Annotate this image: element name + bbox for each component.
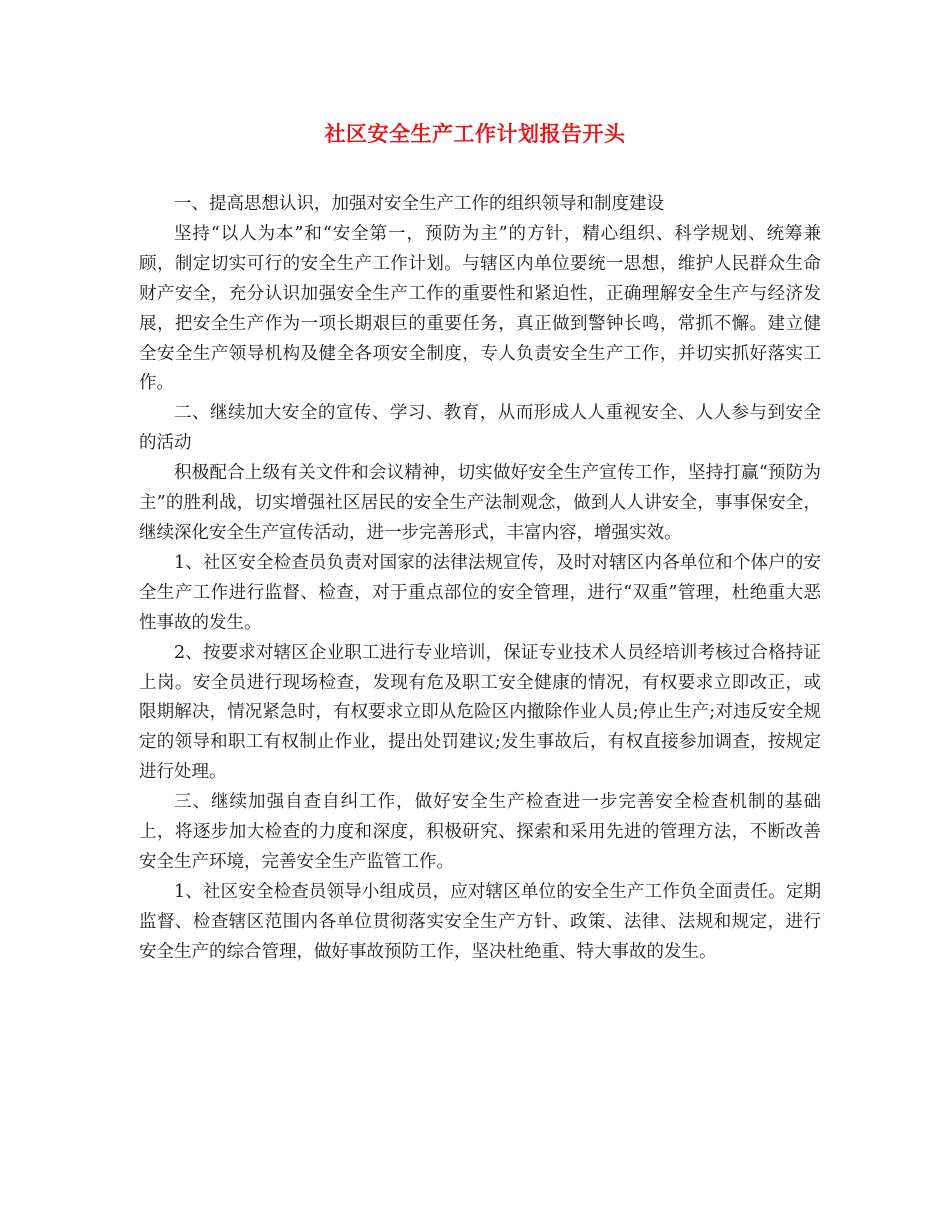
paragraph-section-3-heading: 三、继续加强自查自纠工作，做好安全生产检查进一步完善安全检查机制的基础上，将逐步加大检查的力度和深度，积极研究、探索和采用先进的管理方法，不断改善安全生产环境，完善安全生产监管工作。 bbox=[139, 792, 821, 872]
document-title: 社区安全生产工作计划报告开头 bbox=[324, 121, 626, 146]
paragraph-section-1-heading: 一、提高思想认识，加强对安全生产工作的组织领导和制度建设 bbox=[174, 194, 664, 214]
paragraph: 坚持“以人为本”和“安全第一，预防为主”的方针，精心组织、科学规划、统筹兼顾，制定切实可行的安全生产工作计划。与辖区内单位要统一思想，维护人民群众生命财产安全，充分认识加强安全生产工作的重要性和紧迫性，正确理解安全生产与经济发展，把安全生产作为一项长期艰巨的重要任务，真正做到警钟长鸣，常抓不懈。建立健全安全生产领导机构及健全各项安全制度，专人负责安全生产工作，并切实抓好落实工作。 bbox=[139, 223, 821, 394]
paragraph: 1、社区安全检查员负责对国家的法律法规宣传，及时对辖区内各单位和个体户的安全生产工作进行监督、检查，对于重点部位的安全管理，进行“双重”管理，杜绝重大恶性事故的发生。 bbox=[139, 552, 821, 633]
document-body bbox=[139, 190, 821, 968]
paragraph: 2、按要求对辖区企业职工进行专业培训，保证专业技术人员经培训考核过合格持证上岗。安全员进行现场检查，发现有危及职工安全健康的情况，有权要求立即改正，或限期解决，情况紧急时，有权要求立即从危险区内撤除作业人员;停止生产;对违反安全规定的领导和职工有权制止作业，提出处罚建议;发生事故后，有权直接参加调查，按规定进行处理。 bbox=[139, 642, 821, 783]
paragraph-section-2-heading: 二、继续加大安全的宣传、学习、教育，从而形成人人重视安全、人人参与到安全的活动 bbox=[139, 403, 821, 454]
paragraph: 积极配合上级有关文件和会议精神，切实做好安全生产宣传工作，坚持打赢“预防为主”的胜利战，切实增强社区居民的安全生产法制观念，做到人人讲安全，事事保安全，继续深化安全生产宣传活动，进一步完善形式，丰富内容，增强实效。 bbox=[139, 463, 821, 543]
paragraph: 1、社区安全检查员领导小组成员，应对辖区单位的安全生产工作负全面责任。定期监督、检查辖区范围内各单位贯彻落实安全生产方针、政策、法律、法规和规定，进行安全生产的综合管理，做好事故预防工作，坚决杜绝重、特大事故的发生。 bbox=[139, 881, 821, 962]
